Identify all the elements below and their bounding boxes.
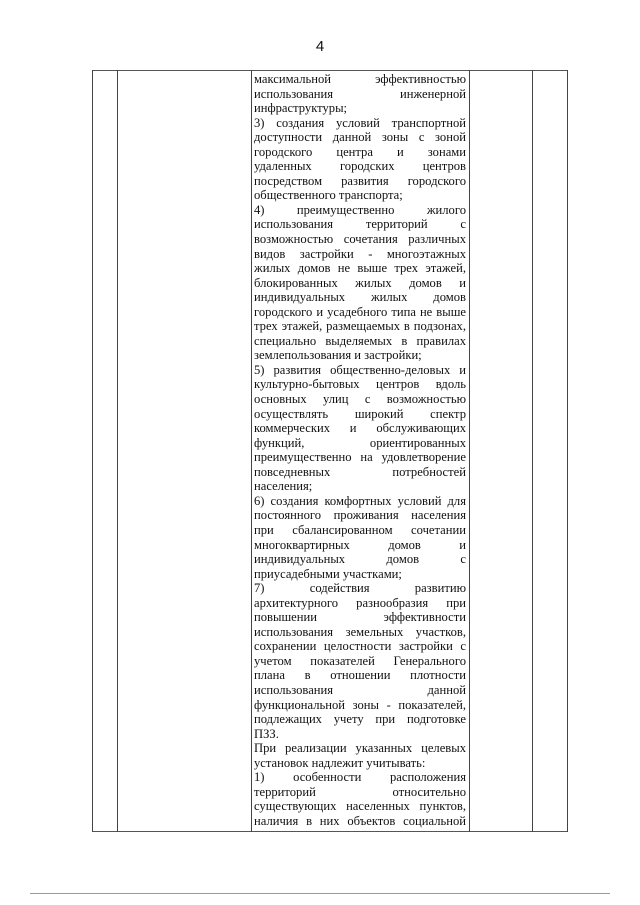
text-line: культурно-бытовых центров вдоль bbox=[254, 377, 466, 392]
text-line: использования территорий с bbox=[254, 217, 466, 232]
text-line: сохранении целостности застройки с bbox=[254, 639, 466, 654]
text-line: 7) содействия развитию bbox=[254, 581, 466, 596]
table-cell-text bbox=[254, 72, 466, 828]
table-top-border bbox=[92, 70, 568, 71]
text-line: территорий относительно bbox=[254, 784, 466, 799]
text-line: При реализации указанных целевых bbox=[254, 741, 466, 756]
text-line: приусадебными участками; bbox=[254, 566, 402, 581]
text-line: возможностью сочетания различных bbox=[254, 232, 466, 247]
table-column-border bbox=[567, 70, 568, 832]
text-line: максимальной эффективностью bbox=[254, 72, 466, 86]
text-line: использования земельных участков, bbox=[254, 624, 466, 639]
table-column-border bbox=[532, 70, 533, 832]
text-line: посредством развития городского bbox=[254, 173, 466, 188]
text-line: повседневных потребностей bbox=[254, 464, 466, 479]
text-line: существующих населенных пунктов, bbox=[254, 799, 466, 814]
text-line: городского центра и зонами bbox=[254, 144, 466, 159]
text-line: коммерческих и обслуживающих bbox=[254, 421, 466, 436]
text-line: индивидуальных жилых домов bbox=[254, 290, 466, 305]
table-column-border bbox=[469, 70, 470, 832]
text-line: населения; bbox=[254, 479, 313, 494]
text-line: при сбалансированном сочетании bbox=[254, 522, 466, 537]
text-line: блокированных жилых домов и bbox=[254, 275, 466, 290]
table-column-border bbox=[92, 70, 93, 832]
text-line: архитектурного разнообразия при bbox=[254, 595, 466, 610]
text-line: постоянного проживания населения bbox=[254, 508, 466, 523]
text-line: доступности данной зоны с зоной bbox=[254, 130, 466, 145]
text-line: наличия в них объектов социальной bbox=[254, 813, 466, 828]
text-line: 6) создания комфортных условий для bbox=[254, 493, 466, 508]
text-line: ПЗЗ. bbox=[254, 726, 279, 741]
text-line: индивидуальных домов с bbox=[254, 552, 466, 567]
text-line: осуществлять широкий спектр bbox=[254, 406, 466, 421]
table-column-border bbox=[117, 70, 118, 832]
text-line: использования инженерной bbox=[254, 86, 466, 101]
page-bottom-edge bbox=[30, 893, 610, 894]
text-line: жилых домов не выше трех этажей, bbox=[254, 261, 466, 276]
text-line: многоквартирных домов и bbox=[254, 537, 466, 552]
text-line: учетом показателей Генерального bbox=[254, 653, 466, 668]
text-line: удаленных городских центров bbox=[254, 159, 466, 174]
text-line: трех этажей, размещаемых в подзонах, bbox=[254, 319, 466, 334]
page-number: 4 bbox=[315, 38, 325, 55]
text-line: функций, ориентированных bbox=[254, 435, 466, 450]
text-line: специально выделяемых в правилах bbox=[254, 333, 466, 348]
text-line: повышении эффективности bbox=[254, 610, 466, 625]
table-bottom-border bbox=[92, 831, 568, 832]
text-line: 4) преимущественно жилого bbox=[254, 202, 466, 217]
text-line: подлежащих учету при подготовке bbox=[254, 712, 466, 727]
text-line: инфраструктуры; bbox=[254, 101, 348, 116]
text-line: общественного транспорта; bbox=[254, 188, 403, 203]
text-line: основных улиц с возможностью bbox=[254, 392, 466, 407]
text-line: плана в отношении плотности bbox=[254, 668, 466, 683]
text-line: городского и усадебного типа не выше bbox=[254, 304, 466, 319]
text-line: функциональной зоны - показателей, bbox=[254, 697, 466, 712]
table-column-border bbox=[251, 70, 252, 832]
text-line: преимущественно на удовлетворение bbox=[254, 450, 466, 465]
text-line: 1) особенности расположения bbox=[254, 770, 466, 785]
text-line: 5) развития общественно-деловых и bbox=[254, 362, 466, 377]
text-line: видов застройки - многоэтажных bbox=[254, 246, 466, 261]
text-line: использования данной bbox=[254, 682, 466, 697]
text-line: 3) создания условий транспортной bbox=[254, 115, 466, 130]
text-line: установок надлежит учитывать: bbox=[254, 755, 426, 770]
text-line: землепользования и застройки; bbox=[254, 348, 422, 363]
